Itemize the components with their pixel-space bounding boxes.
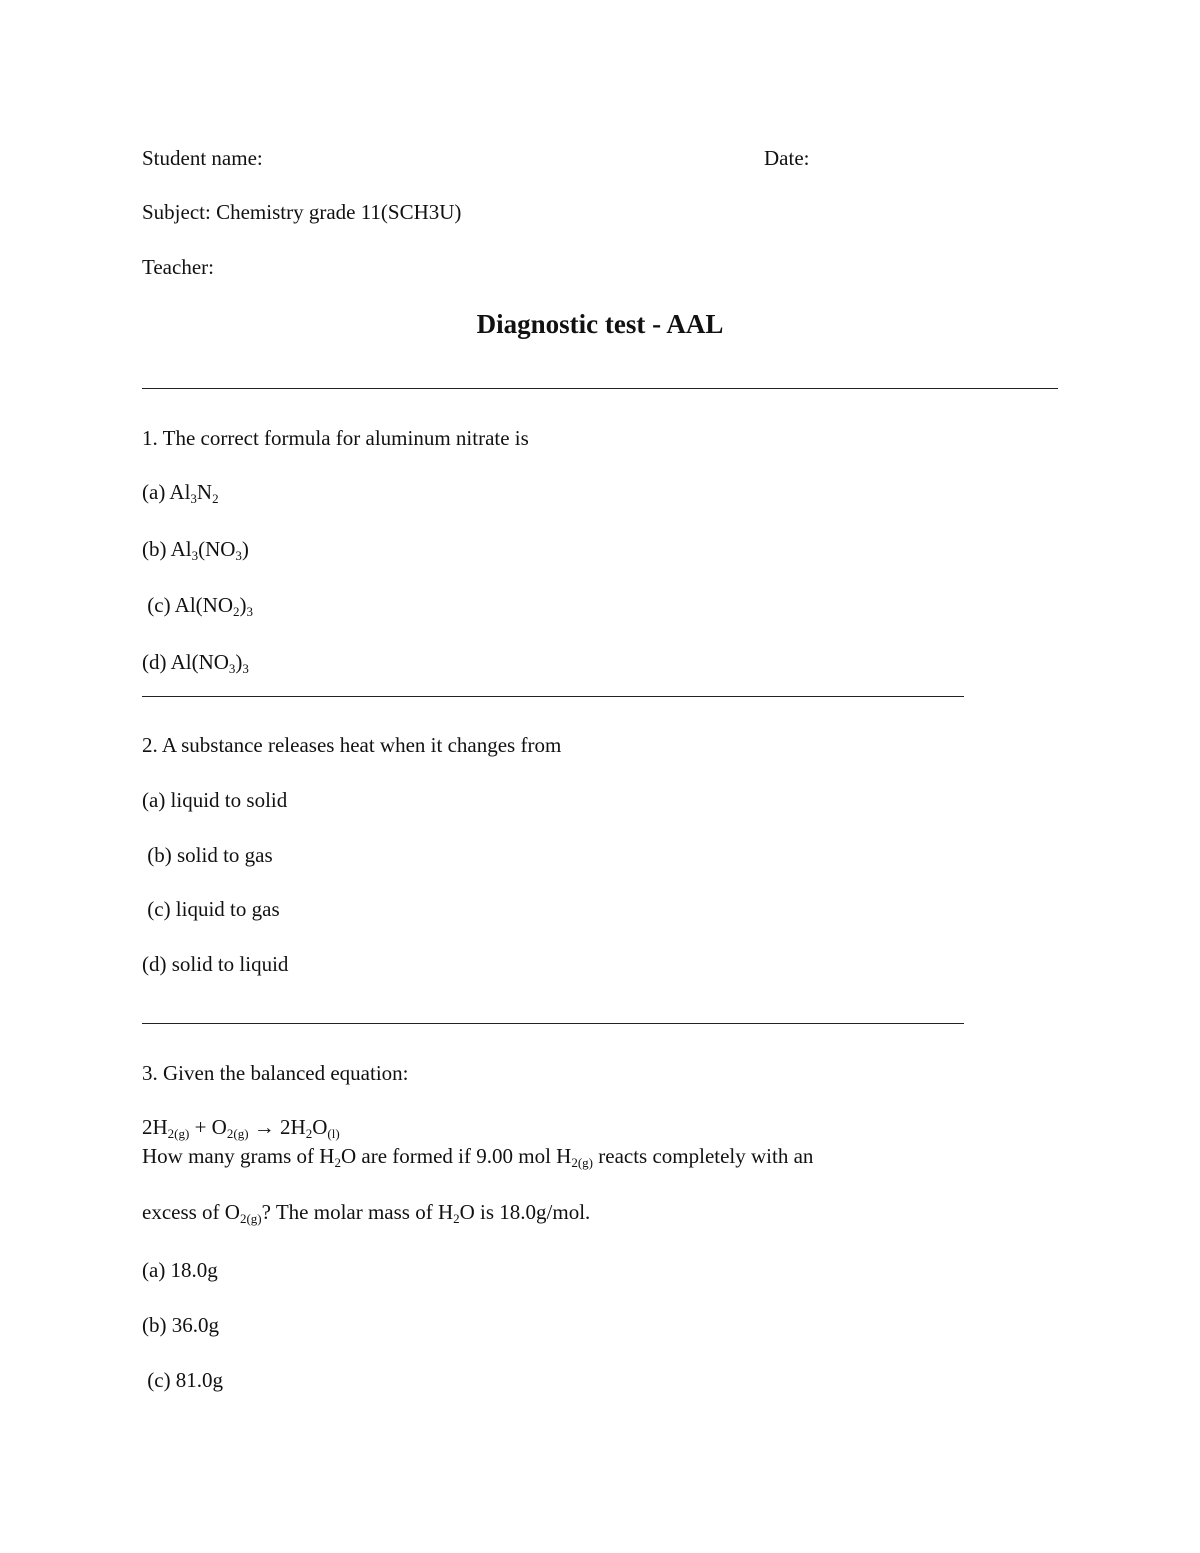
equation-part: → 2H [248,1115,306,1139]
option-prefix: (b) [142,537,171,561]
equation-part: 2H [142,1115,168,1139]
option-prefix: (a) [142,480,170,504]
student-name-label: Student name: [142,146,263,170]
equation-subscript: 2(g) [167,1126,190,1141]
formula-text: ) [239,593,247,617]
formula-text: Al(NO [174,593,233,617]
formula-subscript: 3 [246,604,253,619]
equation-part: + O [189,1115,227,1139]
question-2-option-c: (c) liquid to gas [142,897,280,921]
equation-subscript: 2 [305,1126,313,1141]
question-text: reacts completely with an [593,1144,814,1168]
formula-subscript: 2 [232,604,240,619]
formula-subscript: 3 [191,548,199,563]
question-text: O is 18.0g/mol. [459,1200,591,1224]
equation-subscript: 2(g) [226,1126,249,1141]
question-3-line-1 [142,1144,813,1168]
question-1-prompt: 1. The correct formula for aluminum nitrate is [142,426,529,450]
divider [142,388,1058,389]
teacher-label: Teacher: [142,255,214,279]
formula-subscript: 3 [242,661,249,676]
formula-text: (NO [198,537,236,561]
formula-subscript: 2(g) [239,1211,262,1226]
date-label: Date: [764,146,810,170]
question-3-line-2 [142,1200,590,1224]
divider [142,696,964,697]
question-1-option-b [142,537,249,561]
question-1-option-c [142,593,253,617]
formula-subscript: 2 [212,491,219,506]
question-text: excess of O [142,1200,240,1224]
question-text: ? The molar mass of H [261,1200,454,1224]
question-2-prompt: 2. A substance releases heat when it changes from [142,733,562,757]
question-text: O are formed if 9.00 mol H [340,1144,572,1168]
question-text: How many grams of H [142,1144,335,1168]
formula-subscript: 3 [235,548,242,563]
question-1-option-a [142,480,219,504]
option-prefix: (d) [142,650,171,674]
question-3-option-c: (c) 81.0g [142,1368,224,1392]
question-2-option-d: (d) solid to liquid [142,952,289,976]
formula-text: ) [235,650,243,674]
formula-text: N [196,480,213,504]
question-2-option-b: (b) solid to gas [142,843,273,867]
question-3-option-a: (a) 18.0g [142,1258,218,1282]
question-3-option-b: (b) 36.0g [142,1313,219,1337]
question-1-option-d [142,650,249,674]
option-prefix: (c) [142,593,175,617]
formula-subscript: 2 [453,1211,460,1226]
formula-subscript: 2(g) [571,1155,593,1170]
formula-text: Al [170,537,192,561]
equation-subscript: (l) [327,1126,340,1141]
page-title: Diagnostic test - AAL [476,309,724,339]
formula-subscript: 3 [228,661,236,676]
question-2-option-a: (a) liquid to solid [142,788,288,812]
question-3-prompt: 3. Given the balanced equation: [142,1061,409,1085]
chemical-equation [142,1115,340,1139]
formula-subscript: 2 [334,1155,341,1170]
formula-text: Al(NO [170,650,229,674]
subject-line: Subject: Chemistry grade 11(SCH3U) [142,200,462,224]
equation-part: O [312,1115,328,1139]
formula-text: Al [169,480,191,504]
divider [142,1023,964,1024]
formula-subscript: 3 [190,491,197,506]
formula-text: ) [241,537,249,561]
